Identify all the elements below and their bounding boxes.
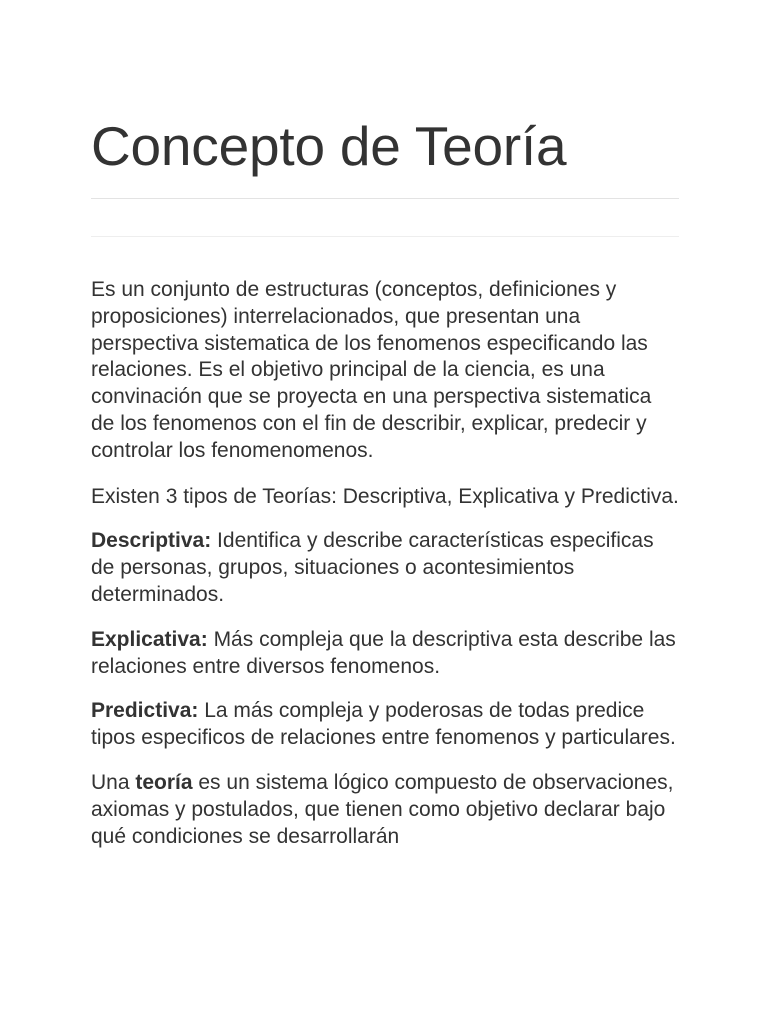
descriptiva-text: Identifica y describe características especificas de personas, grupos, situaciones o acontesimientos determinados. bbox=[91, 529, 654, 606]
predictiva-term: Predictiva: bbox=[91, 699, 199, 723]
predictiva-text: La más compleja y poderosas de todas predice tipos especificos de relaciones entre fenomenos y particulares. bbox=[91, 699, 676, 750]
title-divider bbox=[91, 198, 679, 199]
section-divider bbox=[91, 236, 679, 237]
explicativa-paragraph bbox=[91, 627, 679, 681]
document-page bbox=[91, 0, 679, 868]
theory-term: teoría bbox=[135, 770, 193, 794]
theory-text-after: es un sistema lógico compuesto de observaciones, axiomas y postulados, que tienen como objetivo declarar bajo qué condiciones se desarrollarán bbox=[91, 770, 674, 848]
definition-paragraph: Es un conjunto de estructuras (conceptos, definiciones y proposiciones) interrelacionados, que presentan una perspectiva sistematica de los fenomenos especificando las relaciones. Es el objetivo principal de la ciencia, es una convinación que se proyecta en una perspectiva sistematica de los fenomenos con el fin de describir, explicar, predecir y controlar los fenomenomenos. bbox=[91, 278, 652, 462]
document-body bbox=[91, 277, 679, 850]
descriptiva-term: Descriptiva: bbox=[91, 529, 212, 553]
theory-definition-paragraph bbox=[91, 770, 679, 850]
descriptiva-paragraph bbox=[91, 528, 679, 608]
page-title: Concepto de Teoría bbox=[91, 115, 567, 177]
types-paragraph: Existen 3 tipos de Teorías: Descriptiva, Explicativa y Predictiva. bbox=[91, 484, 679, 508]
explicativa-text: Más compleja que la descriptiva esta describe las relaciones entre diversos fenomenos. bbox=[91, 627, 676, 678]
predictiva-paragraph bbox=[91, 698, 679, 752]
explicativa-term: Explicativa: bbox=[91, 627, 208, 651]
theory-text-before: Una bbox=[91, 770, 136, 794]
